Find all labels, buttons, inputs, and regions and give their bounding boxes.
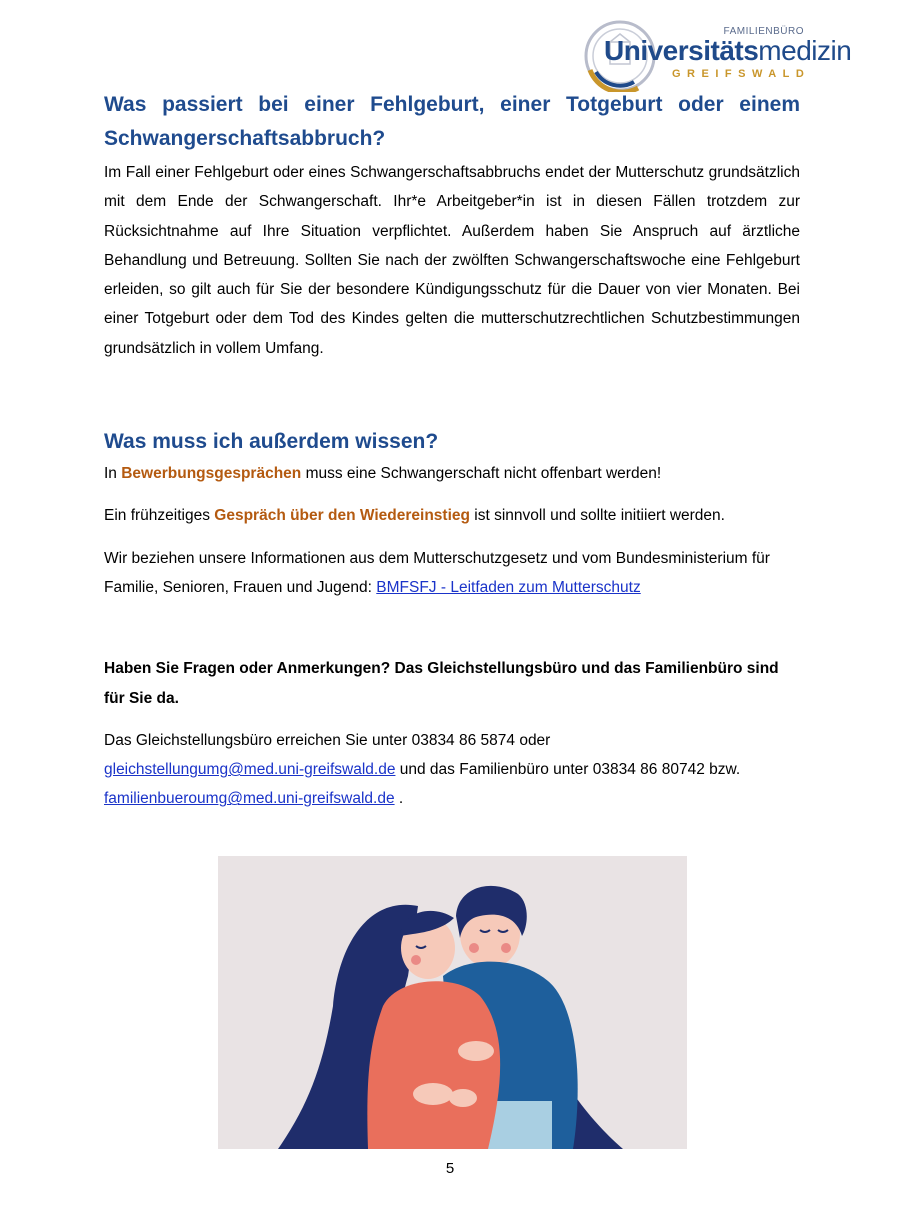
section-heading-additional-info: Was muss ich außerdem wissen? xyxy=(104,430,439,454)
text-segment: In xyxy=(104,465,122,483)
contact-heading: Haben Sie Fragen oder Anmerkungen? Das Gleichstellungsbüro und das Familienbüro sind für Sie da. xyxy=(104,660,779,707)
paragraph-return-to-work xyxy=(104,501,800,530)
contact-paragraph xyxy=(104,726,800,814)
paragraph-job-interviews xyxy=(104,459,800,488)
logo-city: GREIFSWALD xyxy=(672,68,811,80)
text-segment: Wir beziehen unsere Informationen aus dem Mutterschutzgesetz und vom Bundesministerium für Familie, Senioren, Frauen und Jugend: xyxy=(104,549,770,596)
university-logo xyxy=(576,12,852,92)
bmfsfj-guide-link[interactable]: BMFSFJ - Leitfaden zum Mutterschutz xyxy=(376,578,641,596)
main-content xyxy=(104,88,800,814)
text-segment: Ein frühzeitiges xyxy=(104,507,215,525)
logo-department-label: FAMILIENBÜRO xyxy=(723,26,804,37)
text-segment: Das Gleichstellungsbüro erreichen Sie unter 03834 86 5874 oder xyxy=(104,731,551,749)
text-segment: muss eine Schwangerschaft nicht offenbart werden! xyxy=(301,465,662,483)
text-segment: und das Familienbüro unter 03834 86 80742 bzw. xyxy=(395,761,741,779)
text-segment: . xyxy=(394,790,404,808)
couple-illustration-icon xyxy=(218,856,687,1149)
pregnant-couple-illustration xyxy=(218,856,687,1149)
page-number: 5 xyxy=(445,1160,455,1177)
section-body-miscarriage: Im Fall einer Fehlgeburt oder eines Schwangerschaftsabbruchs endet der Mutterschutz grundsätzlich mit dem Ende der Schwangerschaft. Ihr*e Arbeitgeber*in ist in diesen Fällen trotzdem zur Rücksichtnahme auf Ihre Situation verpflichtet. Außerdem haben Sie Anspruch auf ärztliche Behandlung und Betreuung. Sollten Sie nach der zwölften Schwangerschaftswoche eine Fehlgeburt erleiden, so gilt auch für Sie der besondere Kündigungsschutz für die Dauer von vier Monaten. Bei einer Totgeburt oder dem Tod des Kindes gelten die mutterschutzrechtlichen Schutzbestimmungen grundsätzlich in vollem Umfang. xyxy=(104,164,800,357)
equality-office-email-link[interactable]: gleichstellungumg@med.uni-greifswald.de xyxy=(104,761,396,779)
section-heading-miscarriage: Was passiert bei einer Fehlgeburt, einer Totgeburt oder einem Schwangerschaftsabbruch? xyxy=(104,93,800,150)
text-segment: ist sinnvoll und sollte initiiert werden. xyxy=(469,507,725,525)
logo-brand-regular: medizin xyxy=(758,35,852,66)
highlight-return-to-work: Gespräch über den Wiedereinstieg xyxy=(214,507,470,525)
highlight-job-interviews: Bewerbungsgesprächen xyxy=(121,465,302,483)
paragraph-sources xyxy=(104,544,800,603)
family-office-email-link[interactable]: familienbueroumg@med.uni-greifswald.de xyxy=(104,790,395,808)
logo-brand-text xyxy=(604,36,851,66)
logo-brand-bold: Universitäts xyxy=(604,35,759,66)
